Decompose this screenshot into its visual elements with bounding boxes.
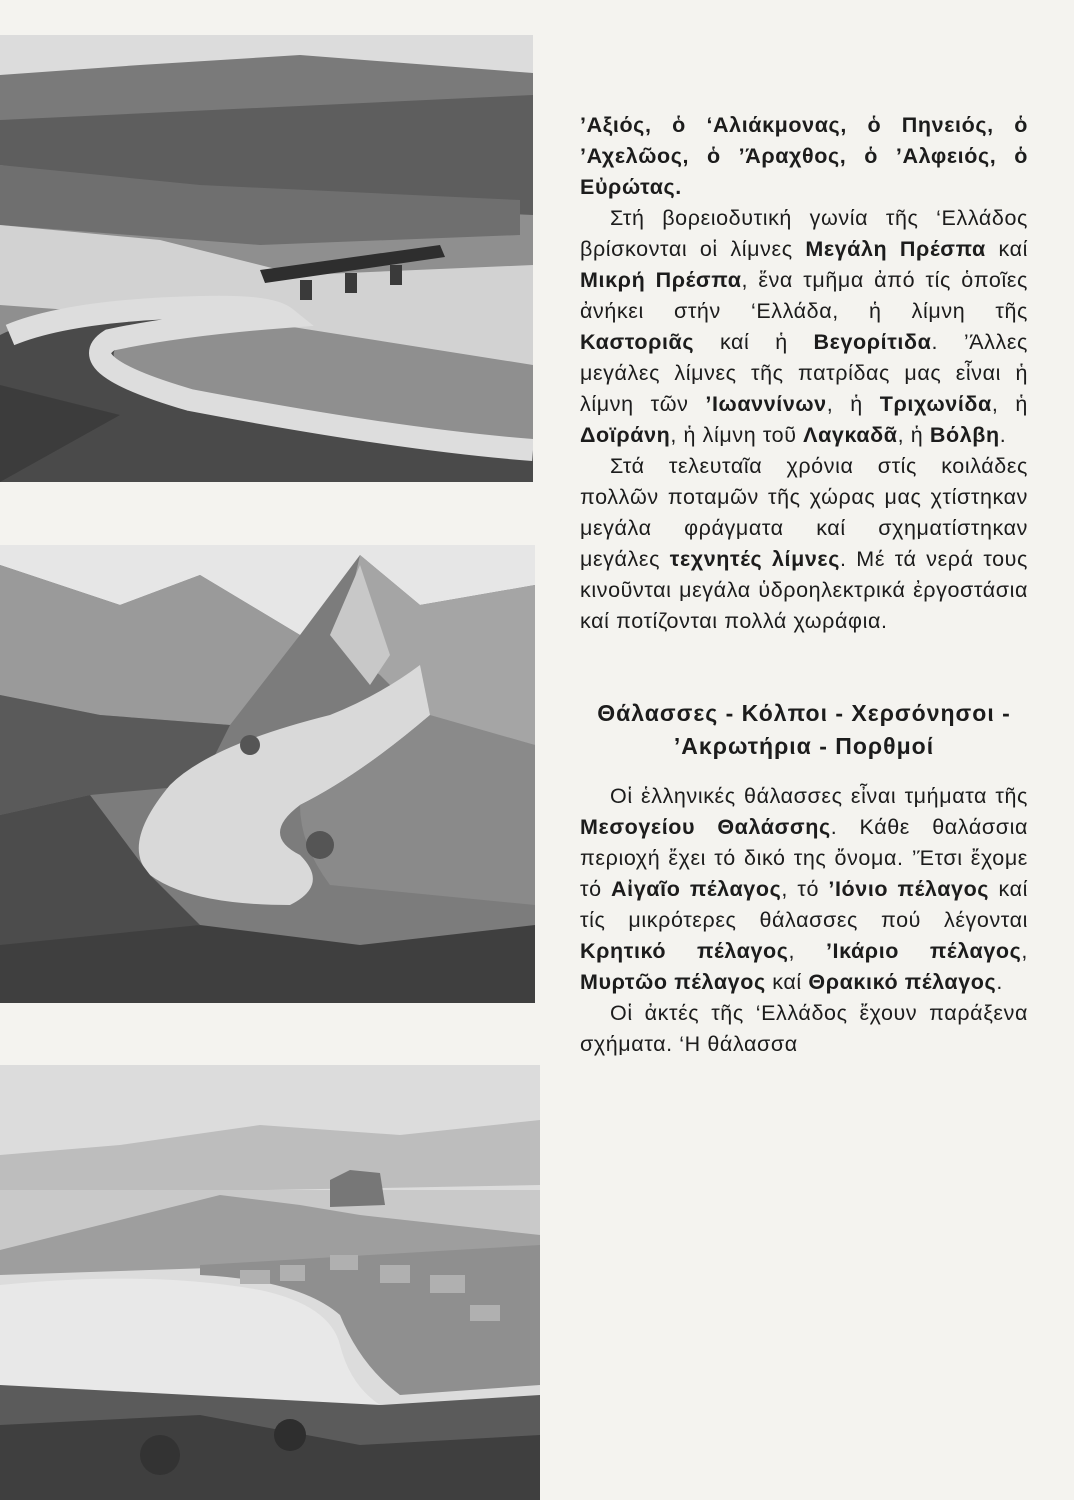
bold-term: ’Ιόνιο πέλαγος	[828, 877, 990, 901]
text-run: , ἡ	[991, 392, 1028, 416]
bold-term: Τριχωνίδα	[879, 392, 992, 416]
bold-term: Δοϊράνη	[580, 423, 671, 447]
bold-term: Μικρή Πρέσπα	[580, 268, 742, 292]
bold-term: Καστοριᾶς	[580, 330, 695, 354]
bold-term: Μεσογείου Θαλάσσης	[580, 815, 831, 839]
text-run: καί τίς μικρότερες θάλασσες πού λέγονται	[580, 877, 1028, 932]
bold-term: Βόλβη	[929, 423, 1000, 447]
bold-term: Μεγάλη Πρέσπα	[805, 237, 986, 261]
text-run: Στή βορειοδυτική γωνία τῆς ‘Ελλάδος βρίσκονται οἱ λίμνες	[580, 206, 1028, 261]
bold-term: ’Ιωαννίνων	[705, 392, 827, 416]
section-heading: Θάλασσες - Κόλποι - Χερσόνησοι - ’Ακρωτήρια - Πορθμοί	[597, 700, 1011, 759]
bold-term: Θρακικό πέλαγος	[808, 970, 997, 994]
text-run: καί ἡ	[694, 330, 814, 354]
photo-river-gorge	[0, 545, 535, 1003]
text-run: , ἡ	[897, 423, 930, 447]
bold-term: Κρητικό πέλαγος	[580, 939, 789, 963]
photo-river-bridge	[0, 35, 533, 482]
text-run: .	[996, 970, 1003, 994]
bold-term: Λαγκαδᾶ	[803, 423, 898, 447]
text-run: , ἕνα τμῆμα ἀπό τίς ὁποῖες ἀνήκει στήν ‘Ελλάδα, ἡ λίμνη τῆς	[580, 268, 1028, 323]
text-run: Οἱ ἀκτές τῆς ‘Ελλάδος ἔχουν παράξενα σχήματα. ‘Η θάλασσα	[580, 1001, 1028, 1056]
bold-term: ’Ικάριο πέλαγος	[825, 939, 1022, 963]
text-run: . Κάθε θαλάσσια περιοχή ἔχει τό δικό της ὄνομα. ’Έτσι ἔχομε τό	[580, 815, 1028, 901]
text-run: Οἱ ἑλληνικές θάλασσες εἶναι τμήματα τῆς	[610, 784, 1028, 808]
text-run: , ἡ	[826, 392, 880, 416]
text-run: , τό	[781, 877, 829, 901]
photo-coastal-town	[0, 1065, 540, 1500]
text-run: ,	[788, 939, 826, 963]
paragraph-lakes	[580, 203, 1028, 451]
text-run: Στά τελευταῖα χρόνια στίς κοιλάδες πολλῶν ποταμῶν τῆς χώρας μας χτίστηκαν μεγάλα φράγματα καί σχηματίστηκαν μεγάλες	[580, 454, 1028, 571]
text-run: καί	[765, 970, 809, 994]
text-run: . Μέ τά νερά τους κινοῦνται μεγάλα ὑδροηλεκτρικά ἐργοστάσια καί ποτίζονται πολλά χωράφια.	[580, 547, 1028, 633]
text-run: .	[999, 423, 1007, 447]
paragraph-artificial-lakes	[580, 451, 1028, 637]
bold-term: Βεγορίτιδα	[813, 330, 932, 354]
bold-term: ’Αξιός, ὁ ‘Αλιάκμονας, ὁ Πηνειός, ὁ ’Αχελῶος, ὁ ’Άραχθος, ὁ ’Αλφειός, ὁ Εὐρώτας.	[580, 113, 1028, 199]
bold-term: Μυρτῶο πέλαγος	[580, 970, 766, 994]
text-run: καί	[985, 237, 1028, 261]
text-column	[580, 110, 1028, 1060]
paragraph-seas	[580, 781, 1028, 998]
text-run: ,	[1021, 939, 1028, 963]
text-run: . ’Άλλες μεγάλες λίμνες τῆς πατρίδας μας εἶναι ἡ λίμνη τῶν	[580, 330, 1028, 416]
bold-term: Αἰγαῖο πέλαγος	[611, 877, 782, 901]
bold-term: τεχνητές λίμνες	[669, 547, 841, 571]
paragraph-coasts	[580, 998, 1028, 1060]
text-run: , ἡ λίμνη τοῦ	[670, 423, 804, 447]
paragraph-rivers	[580, 110, 1028, 203]
